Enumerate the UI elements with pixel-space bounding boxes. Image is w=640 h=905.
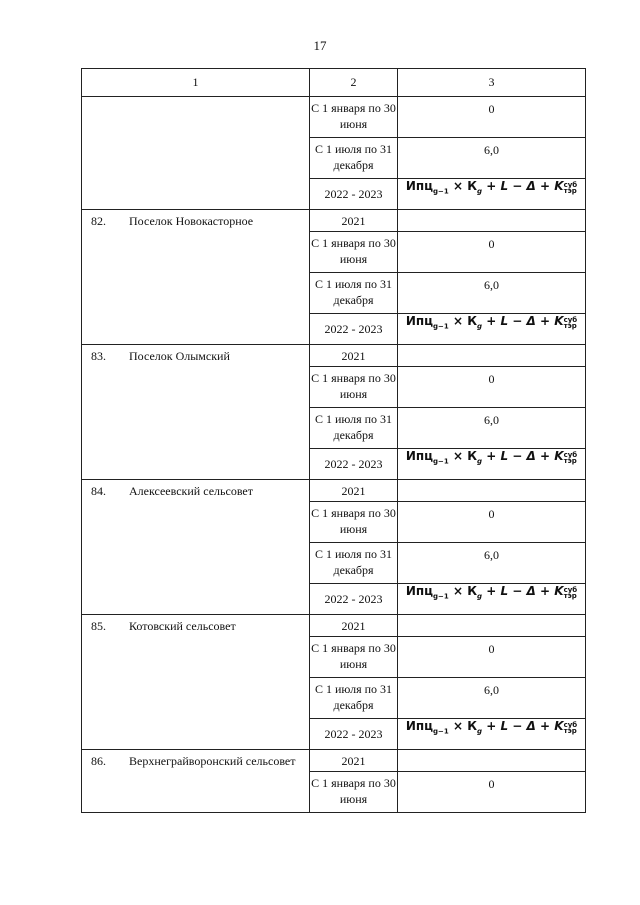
tariff-formula: $Ипц_{g-1} \times К_g + L - \Delta$ + Kсуб тэр [405, 314, 578, 331]
period-cell: С 1 января по 30 июня [310, 502, 398, 543]
value-cell-empty [398, 345, 586, 367]
table-row [82, 97, 586, 138]
value-cell: 6,0 [398, 678, 586, 719]
tariff-formula: $Ипц_{g-1} \times К_g + L - \Delta$ + Kсуб тэр [405, 584, 578, 601]
settlement-number: 82. [91, 214, 106, 228]
settlement-name: Котовский сельсовет [129, 619, 236, 633]
year-cell: 2021 [310, 210, 398, 232]
period-cell: С 1 июля по 31 декабря [310, 138, 398, 179]
period-cell: 2022 - 2023 [310, 314, 398, 345]
period-cell: 2022 - 2023 [310, 449, 398, 480]
value-cell: 6,0 [398, 408, 586, 449]
tariff-table [81, 68, 586, 813]
settlement-name: Поселок Олымский [129, 349, 230, 363]
settlement-name: Алексеевский сельсовет [129, 484, 253, 498]
value-cell: 0 [398, 502, 586, 543]
column-header: 3 [398, 69, 586, 97]
period-cell: С 1 июля по 31 декабря [310, 543, 398, 584]
tariff-formula: $Ипц_{g-1} \times К_g + L - \Delta$ + Kсуб тэр [405, 179, 578, 196]
table-row [82, 615, 586, 637]
year-cell: 2021 [310, 345, 398, 367]
value-cell-empty [398, 615, 586, 637]
period-cell: С 1 января по 30 июня [310, 367, 398, 408]
year-cell: 2021 [310, 480, 398, 502]
settlement-number: 84. [91, 484, 106, 498]
settlement-number: 83. [91, 349, 106, 363]
settlement-cell [82, 750, 310, 813]
tariff-formula: $Ипц_{g-1} \times К_g + L - \Delta$ + Kсуб тэр [405, 449, 578, 466]
value-cell: 0 [398, 232, 586, 273]
period-cell: 2022 - 2023 [310, 584, 398, 615]
value-cell-empty [398, 210, 586, 232]
formula-cell [398, 719, 586, 750]
table-row [82, 345, 586, 367]
value-cell: 6,0 [398, 273, 586, 314]
value-cell: 0 [398, 97, 586, 138]
formula-cell [398, 449, 586, 480]
place-cell-empty [82, 97, 310, 210]
period-cell: С 1 января по 30 июня [310, 772, 398, 813]
value-cell: 6,0 [398, 138, 586, 179]
column-header: 1 [82, 69, 310, 97]
value-cell: 0 [398, 367, 586, 408]
year-cell: 2021 [310, 750, 398, 772]
period-cell: С 1 января по 30 июня [310, 232, 398, 273]
table-row [82, 480, 586, 502]
settlement-number: 85. [91, 619, 106, 633]
period-cell: 2022 - 2023 [310, 719, 398, 750]
formula-cell [398, 584, 586, 615]
year-cell: 2021 [310, 615, 398, 637]
settlement-name: Поселок Новокасторное [129, 214, 254, 228]
tariff-formula: $Ипц_{g-1} \times К_g + L - \Delta$ + Kсуб тэр [405, 719, 578, 736]
formula-cell [398, 314, 586, 345]
period-cell: С 1 января по 30 июня [310, 97, 398, 138]
table-row [82, 750, 586, 772]
settlement-cell [82, 345, 310, 480]
value-cell: 6,0 [398, 543, 586, 584]
column-header: 2 [310, 69, 398, 97]
table-row [82, 210, 586, 232]
settlement-name: Верхнеграйворонский сельсовет [129, 754, 296, 768]
value-cell-empty [398, 480, 586, 502]
settlement-cell [82, 480, 310, 615]
value-cell: 0 [398, 772, 586, 813]
settlement-cell [82, 615, 310, 750]
period-cell: 2022 - 2023 [310, 179, 398, 210]
period-cell: С 1 июля по 31 декабря [310, 678, 398, 719]
period-cell: С 1 июля по 31 декабря [310, 273, 398, 314]
formula-cell [398, 179, 586, 210]
period-cell: С 1 июля по 31 декабря [310, 408, 398, 449]
period-cell: С 1 января по 30 июня [310, 637, 398, 678]
value-cell: 0 [398, 637, 586, 678]
value-cell-empty [398, 750, 586, 772]
settlement-cell [82, 210, 310, 345]
page-number: 17 [313, 38, 327, 53]
header-row [82, 69, 586, 97]
settlement-number: 86. [91, 754, 106, 768]
